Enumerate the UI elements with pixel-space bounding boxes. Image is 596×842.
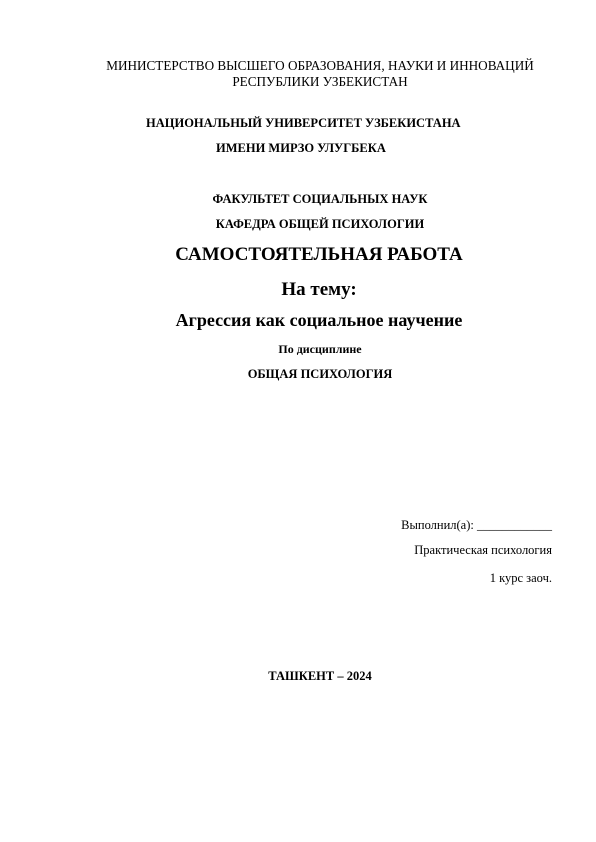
university-name-line-2: ИМЕНИ МИРЗО УЛУГБЕКА (216, 141, 386, 155)
discipline-label: По дисциплине (278, 342, 362, 356)
department-name: КАФЕДРА ОБЩЕЙ ПСИХОЛОГИИ (215, 217, 425, 231)
course: 1 курс заоч. (489, 571, 552, 585)
university-name-line-1: НАЦИОНАЛЬНЫЙ УНИВЕРСИТЕТ УЗБЕКИСТАНА (146, 116, 461, 130)
performed-by: Выполнил(а): ____________ (401, 518, 552, 532)
discipline-name: ОБЩАЯ ПСИХОЛОГИЯ (247, 367, 393, 381)
theme-title: Агрессия как социальное научение (175, 310, 463, 330)
ministry-line-2: РЕСПУБЛИКИ УЗБЕКИСТАН (232, 73, 408, 89)
ministry-line-1: МИНИСТЕРСТВО ВЫСШЕГО ОБРАЗОВАНИЯ, НАУКИ И ИННОВАЦИЙ (106, 58, 534, 73)
theme-label: На тему: (281, 279, 357, 300)
ministry-heading (0, 58, 596, 89)
specialty: Практическая психология (414, 543, 552, 557)
city-year: ТАШКЕНТ – 2024 (268, 669, 372, 683)
faculty-name: ФАКУЛЬТЕТ СОЦИАЛЬНЫХ НАУК (212, 192, 428, 206)
work-type-title: САМОСТОЯТЕЛЬНАЯ РАБОТА (175, 244, 463, 265)
